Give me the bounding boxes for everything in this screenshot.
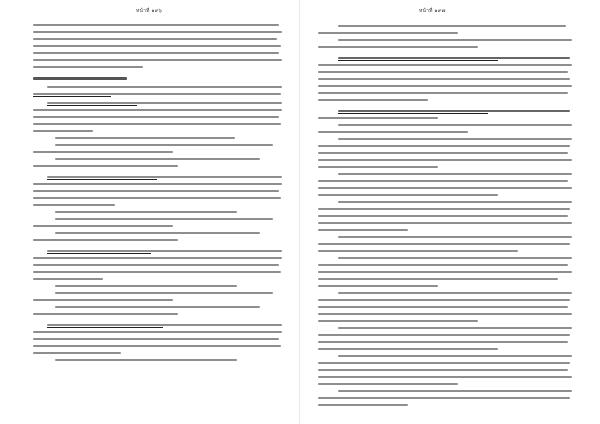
page-number-left: หน้าที่ ๑๙๖ — [136, 8, 163, 14]
right-page-text — [300, 0, 600, 424]
right-page — [300, 0, 600, 424]
page-number-right: หน้าที่ ๑๙๗ — [419, 8, 446, 14]
